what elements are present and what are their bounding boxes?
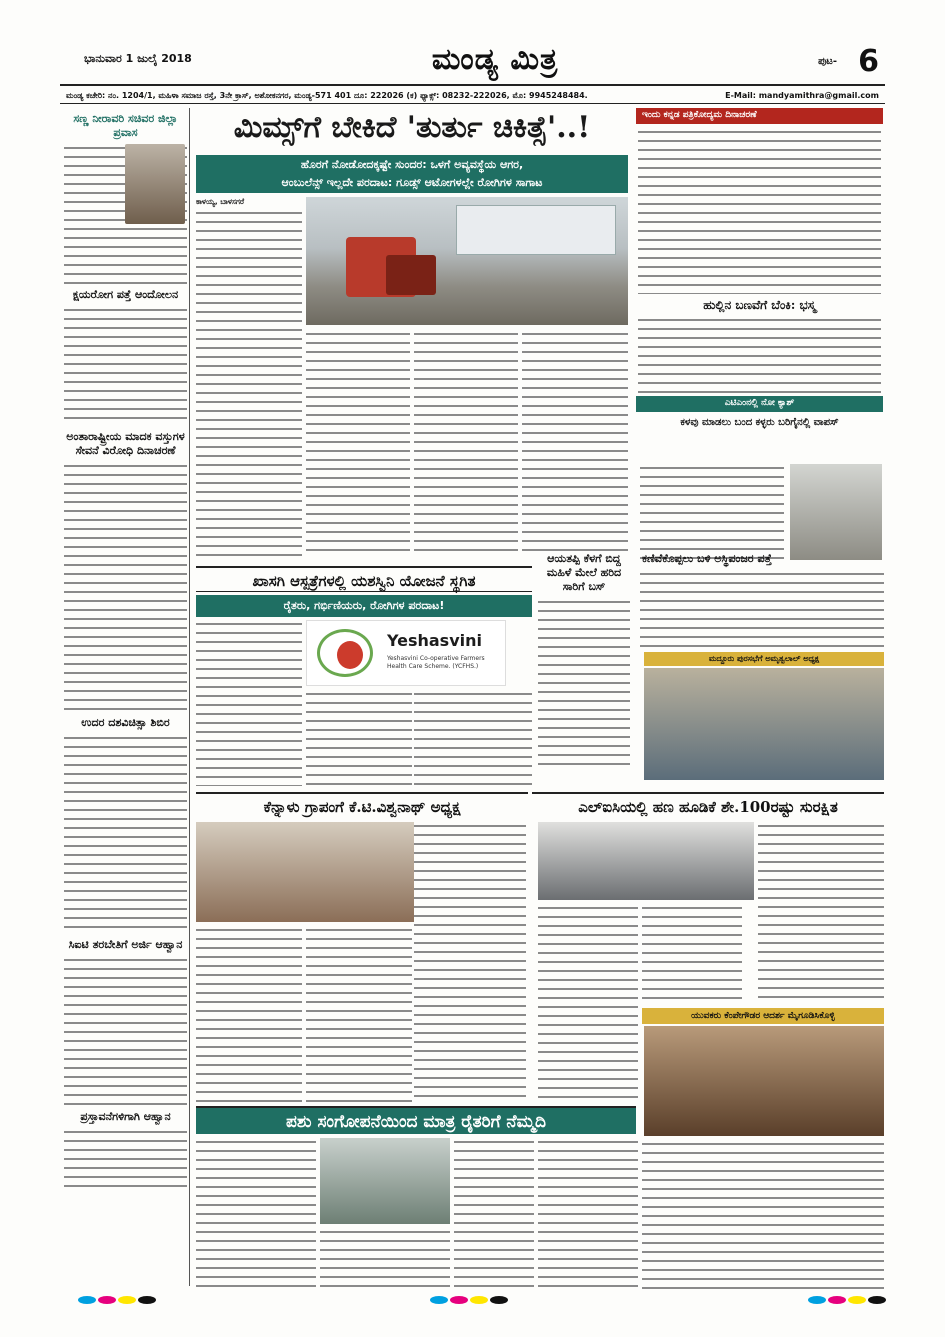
body-text xyxy=(64,734,187,934)
body-text xyxy=(640,464,784,560)
yeshasvini-logo-tagline: Yeshasvini Co-operative Farmers Health Care Scheme. (YCFHS.) xyxy=(387,655,485,670)
magenta-mark xyxy=(450,1296,468,1304)
cyan-mark xyxy=(808,1296,826,1304)
registration-marks xyxy=(78,1296,156,1304)
lic-headline: ಎಲ್‌ಐಸಿಯಲ್ಲಿ ಹಣ ಹೂಡಿಕೆ ಶೇ.100ರಷ್ಟು ಸುರಕ್ಷಿತ xyxy=(532,792,884,820)
lead-story-column-3 xyxy=(414,330,518,558)
minister-photo xyxy=(125,144,185,224)
body-text xyxy=(196,926,302,1102)
black-mark xyxy=(490,1296,508,1304)
body-text xyxy=(538,598,630,768)
lead-story-column-4 xyxy=(522,330,628,558)
madduru-band: ಮದ್ದೂರು ಪುರಸಭೆಗೆ ಅಮೃತ್ವಲಾಲ್ ಅಧ್ಯಕ್ಷ xyxy=(644,652,884,666)
issue-date: ಭಾನುವಾರ 1 ಜುಲೈ 2018 xyxy=(84,52,192,65)
magenta-mark xyxy=(98,1296,116,1304)
headline-minister-tour: ಸಣ್ಣ ನೀರಾವರಿ ಸಚಿವರ ಜಿಲ್ಲಾ ಪ್ರವಾಸ xyxy=(73,112,178,139)
kempegowda-photo xyxy=(644,1026,884,1136)
yeshasvini-logo-dot xyxy=(337,641,363,669)
body-text xyxy=(638,128,881,294)
body-text xyxy=(196,620,302,786)
headline-tb-campaign: ಕ್ಷಯರೋಗ ಪತ್ತೆ ಆಂದೋಲನ xyxy=(72,288,179,301)
yeshasvini-logo xyxy=(306,620,506,686)
lead-photo xyxy=(306,197,628,325)
pashu-photo xyxy=(320,1138,450,1224)
headline-haystack-fire: ಹುಲ್ಲಿನ ಬಣವೆಗೆ ಬೆಂಕಿ: ಭಸ್ಮ xyxy=(703,298,816,312)
email-address: E-Mail: mandyamithra@gmail.com xyxy=(725,91,879,100)
skeleton-story xyxy=(640,548,884,652)
body-text xyxy=(64,956,187,1106)
cyan-mark xyxy=(78,1296,96,1304)
headline-proposals: ಪ್ರಸ್ತಾವನೆಗಳಿಗಾಗಿ ಆಹ್ವಾನ xyxy=(80,1110,171,1123)
yeshasvini-headline: ಖಾಸಗಿ ಆಸ್ಪತ್ರೆಗಳಲ್ಲಿ ಯಶಸ್ವಿನಿ ಯೋಜನೆ ಸ್ಥಗಿತ xyxy=(196,566,532,592)
cyan-mark xyxy=(430,1296,448,1304)
registration-marks xyxy=(430,1296,508,1304)
body-text xyxy=(64,306,187,426)
lic-photo xyxy=(538,822,754,900)
left-column xyxy=(62,108,190,1286)
body-text xyxy=(196,1138,316,1290)
body-text xyxy=(414,822,526,1102)
yeshasvini-logo-name: Yeshasvini xyxy=(387,631,482,650)
body-text xyxy=(454,1138,534,1290)
headline-cit-training: ಸಿಐಟಿ ತರಬೇತಿಗೆ ಅರ್ಜಿ ಆಹ್ವಾನ xyxy=(68,938,183,951)
goods-vehicle xyxy=(386,255,436,295)
bus-accident-headline: ಆಯತಪ್ಪಿ ಕೆಳಗೆ ಬಿದ್ದ ಮಹಿಳೆ ಮೇಲೆ ಹರಿದ ಸಾರಿಗೆ ಬಸ್ xyxy=(546,552,622,593)
bus-accident-story xyxy=(538,548,630,768)
page-label: ಪುಟ- xyxy=(818,56,837,67)
masthead xyxy=(60,42,885,86)
yeshasvini-subheadline: ರೈತರು, ಗರ್ಭಿಣಿಯರು, ರೋಗಿಗಳ ಪರದಾಟ! xyxy=(196,595,532,617)
black-mark xyxy=(868,1296,886,1304)
lead-headline: ಮಿಮ್ಸ್‌ಗೆ ಬೇಕಿದೆ 'ತುರ್ತು ಚಿಕಿತ್ಸೆ'..! xyxy=(233,110,591,145)
lead-byline: ಕಾಳಯ್ಯ, ಬಾಳಸಗರೆ xyxy=(196,197,245,206)
body-text xyxy=(306,926,412,1102)
journalism-day-band: ಇಂದು ಕನ್ನಡ ಪತ್ರಿಕೋದ್ಯಮ ದಿನಾಚರಣೆ xyxy=(636,108,883,124)
paper-logo: ಮಂಡ್ಯ ಮಿತ್ರ xyxy=(431,42,559,77)
atm-band: ಎಟಿಎಂನಲ್ಲಿ ನೋ ಕ್ಯಾಶ್ xyxy=(636,396,883,412)
yellow-mark xyxy=(470,1296,488,1304)
registration-marks xyxy=(808,1296,886,1304)
body-text xyxy=(640,570,884,652)
office-address: ಮಂಡ್ಯ ಕಚೇರಿ: ನಂ. 1204/1, ಮಹಿಳಾ ಸಮಾಜ ರಸ್ತೆ, 3ನೇ ಕ್ರಾಸ್, ಅಶೋಕನಗರ, ಮಂಡ್ಯ-571 401 ದೂ: 222026 (ಕ) ಫ್ಯಾಕ್ಸ್: 08232-222026, ಮೊ: 9945248484. xyxy=(66,91,588,100)
body-text xyxy=(196,209,302,557)
body-text xyxy=(642,1140,884,1290)
body-text xyxy=(538,904,638,1102)
madduru-photo xyxy=(644,668,884,780)
kempegowda-band: ಯುವಕರು ಕೆಂಪೇಗೌಡರ ಆದರ್ಶ ಮೈಗೂಡಿಸಿಕೊಳ್ಳಿ xyxy=(642,1008,884,1024)
black-mark xyxy=(138,1296,156,1304)
lead-subheadline-2: ಆಂಬುಲೆನ್ಸ್ ಇಲ್ಲದೇ ಪರದಾಟ: ಗೂಡ್ಸ್ ಆಟೋಗಳಲ್ಲೇ ರೋಗಿಗಳ ಸಾಗಾಟ xyxy=(281,176,543,189)
headline-camp: ಉದರ ದಶವಿಚಿತ್ಸಾ ಶಿಬಿರ xyxy=(81,716,170,729)
page-number: 6 xyxy=(858,44,879,79)
atm-photo xyxy=(790,464,882,560)
body-text xyxy=(306,690,412,786)
lead-subheadline-1: ಹೊರಗೆ ನೋಡೋದಕ್ಕಷ್ಟೇ ಸುಂದರ: ಒಳಗೆ ಅವ್ಯವಸ್ಥೆಯ ಆಗರ, xyxy=(300,158,524,171)
body-text xyxy=(414,690,532,786)
body-text xyxy=(642,904,742,1004)
body-text xyxy=(538,1138,638,1290)
yellow-mark xyxy=(848,1296,866,1304)
skeleton-headline: ಕಣಿವೆಕೊಪ್ಪಲು ಬಳಿ ಅಸ್ಥಿಪಂಜರ ಪತ್ತೆ xyxy=(642,552,772,565)
pashu-headline: ಪಶು ಸಂಗೋಪನೆಯಿಂದ ಮಾತ್ರ ರೈತರಿಗೆ ನೆಮ್ಮದಿ xyxy=(196,1106,636,1134)
address-bar xyxy=(60,88,885,104)
yellow-mark xyxy=(118,1296,136,1304)
body-text xyxy=(758,822,884,1004)
body-text xyxy=(64,1128,187,1188)
lead-story-column-2 xyxy=(306,330,410,558)
body-text xyxy=(320,1228,450,1290)
headline-atm-theft: ಕಳವು ಮಾಡಲು ಬಂದ ಕಳ್ಳರು ಬರಿಗೈನಲ್ಲಿ ವಾಪಸ್ xyxy=(680,417,839,428)
hospital-building xyxy=(456,205,616,255)
lead-subheadline xyxy=(196,155,628,193)
headline-anti-drug-day: ಅಂತಾರಾಷ್ಟ್ರೀಯ ಮಾದಕ ವಸ್ತುಗಳ ಸೇವನೆ ವಿರೋಧಿ ದಿನಾಚರಣೆ xyxy=(66,430,185,457)
magenta-mark xyxy=(828,1296,846,1304)
body-text xyxy=(638,316,881,396)
kannalu-headline: ಕೆನ್ನಾಳು ಗ್ರಾಪಂಗೆ ಕೆ.ಟಿ.ವಿಶ್ವನಾಥ್ ಅಧ್ಯಕ್ಷ xyxy=(196,792,528,820)
body-text xyxy=(64,462,187,712)
lead-story-column-1 xyxy=(196,197,302,557)
